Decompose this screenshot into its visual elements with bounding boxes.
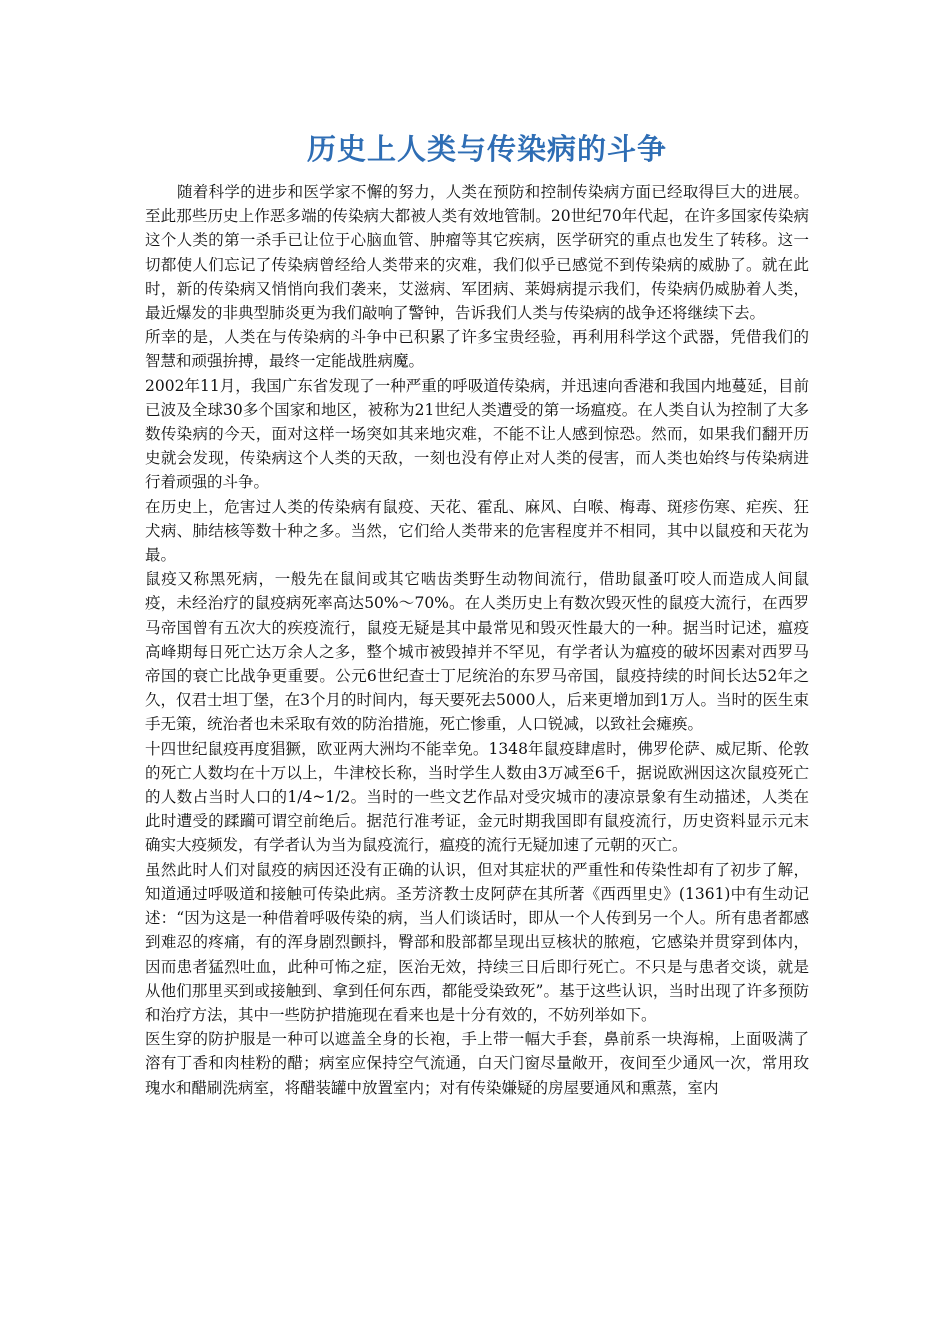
- paragraph-14th-century-plague: 十四世纪鼠疫再度猖獗，欧亚两大洲均不能幸免。1348年鼠疫肆虐时，佛罗伦萨、威尼斯、伦敦的死亡人数均在十万以上，牛津校长称，当时学生人数由3万减至6千，据说欧洲因这次鼠疫死亡的人数占当时人口的1/4~1/2。当时的一些文艺作品对受灾城市的凄凉景象有生动描述，人类在此时遭受的蹂躏可谓空前绝后。据范行准考证，金元时期我国即有鼠疫流行，历史资料显示元末确实大疫频发，有学者认为当为鼠疫流行，瘟疫的流行无疑加速了元朝的灭亡。: [145, 739, 809, 855]
- paragraph-protective-measures: 医生穿的防护服是一种可以遮盖全身的长袍，手上带一幅大手套，鼻前系一块海棉，上面吸满了溶有丁香和肉桂粉的醋；病室应保持空气流通，白天门窗尽量敞开，夜间至少通风一次，常用玫瑰水和醋刷洗病室，将醋装罐中放置室内；对有传染嫌疑的房屋要通风和熏蒸，室内: [145, 1030, 809, 1097]
- paragraph-plague-black-death: 鼠疫又称黑死病，一般先在鼠间或其它啮齿类野生动物间流行，借助鼠蚤叮咬人而造成人间鼠疫，未经治疗的鼠疫病死率高达50%～70%。在人类历史上有数次毁灭性的鼠疫大流行，在西罗马帝国曾有五次大的疾疫流行，鼠疫无疑是其中最常见和毁灭性最大的一种。据当时记述，瘟疫高峰期每日死亡达万余人之多，整个城市被毁掉并不罕见，有学者认为瘟疫的破坏因素对西罗马帝国的衰亡比战争更重要。公元6世纪查士丁尼统治的东罗马帝国，鼠疫持续的时间长达52年之久，仅君士坦丁堡，在3个月的时间内，每天要死去5000人，后来更增加到1万人。当时的医生束手无策，统治者也未采取有效的防治措施，死亡惨重，人口锐减，以致社会瘫痪。: [145, 570, 809, 734]
- paragraph-intro: 随着科学的进步和医学家不懈的努力，人类在预防和控制传染病方面已经取得巨大的进展。至此那些历史上作恶多端的传染病大都被人类有效地管制。20世纪70年代起，在许多国家传染病这个人类的第一杀手已让位于心脑血管、肿瘤等其它疾病，医学研究的重点也发生了转移。这一切都使人们忘记了传染病曾经给人类带来的灾难，我们似乎已感觉不到传染病的威胁了。就在此时，新的传染病又悄悄向我们袭来，艾滋病、军团病、莱姆病提示我们，传染病仍威胁着人类，最近爆发的非典型肺炎更为我们敲响了警钟，告诉我们人类与传染病的战争还将继续下去。: [145, 183, 809, 323]
- paragraph-fortunate: 所幸的是，人类在与传染病的斗争中已积累了许多宝贵经验，再利用科学这个武器，凭借我们的智慧和顽强拚搏，最终一定能战胜病魔。: [145, 328, 809, 371]
- paragraph-2002-outbreak: 2002年11月，我国广东省发现了一种严重的呼吸道传染病，并迅速向香港和我国内地蔓延，目前已波及全球30多个国家和地区，被称为21世纪人类遭受的第一场瘟疫。在人类自认为控制了大多数传染病的今天，面对这样一场突如其来地灾难，不能不让人感到惊恐。然而，如果我们翻开历史就会发现，传染病这个人类的天敌，一刻也没有停止对人类的侵害，而人类也始终与传染病进行着顽强的斗争。: [145, 376, 809, 492]
- paragraph-historic-diseases: 在历史上，危害过人类的传染病有鼠疫、天花、霍乱、麻风、白喉、梅毒、斑疹伤寒、疟疾、狂犬病、肺结核等数十种之多。当然，它们给人类带来的危害程度并不相同，其中以鼠疫和天花为最。: [145, 497, 809, 565]
- paragraph-plague-understanding: 虽然此时人们对鼠疫的病因还没有正确的认识，但对其症状的严重性和传染性却有了初步了解，知道通过呼吸道和接触可传染此病。圣芳济教士皮阿萨在其所著《西西里史》(1361)中有生动记述：“因为这是一种借着呼吸传染的病，当人们谈话时，即从一个人传到另一个人。所有患者都感到难忍的疼痛，有的浑身剧烈颤抖，臀部和股部都呈现出豆核状的脓疱，它感染并贯穿到体内，因而患者猛烈吐血，此种可怖之症，医治无效，持续三日后即行死亡。不只是与患者交谈，就是从他们那里买到或接触到、拿到任何东西，都能受染致死”。基于这些认识，当时出现了许多预防和治疗方法，其中一些防护措施现在看来也是十分有效的，不妨列举如下。: [145, 860, 809, 1024]
- document-page: [145, 128, 809, 1100]
- document-title: 历史上人类与传染病的斗争: [306, 132, 667, 166]
